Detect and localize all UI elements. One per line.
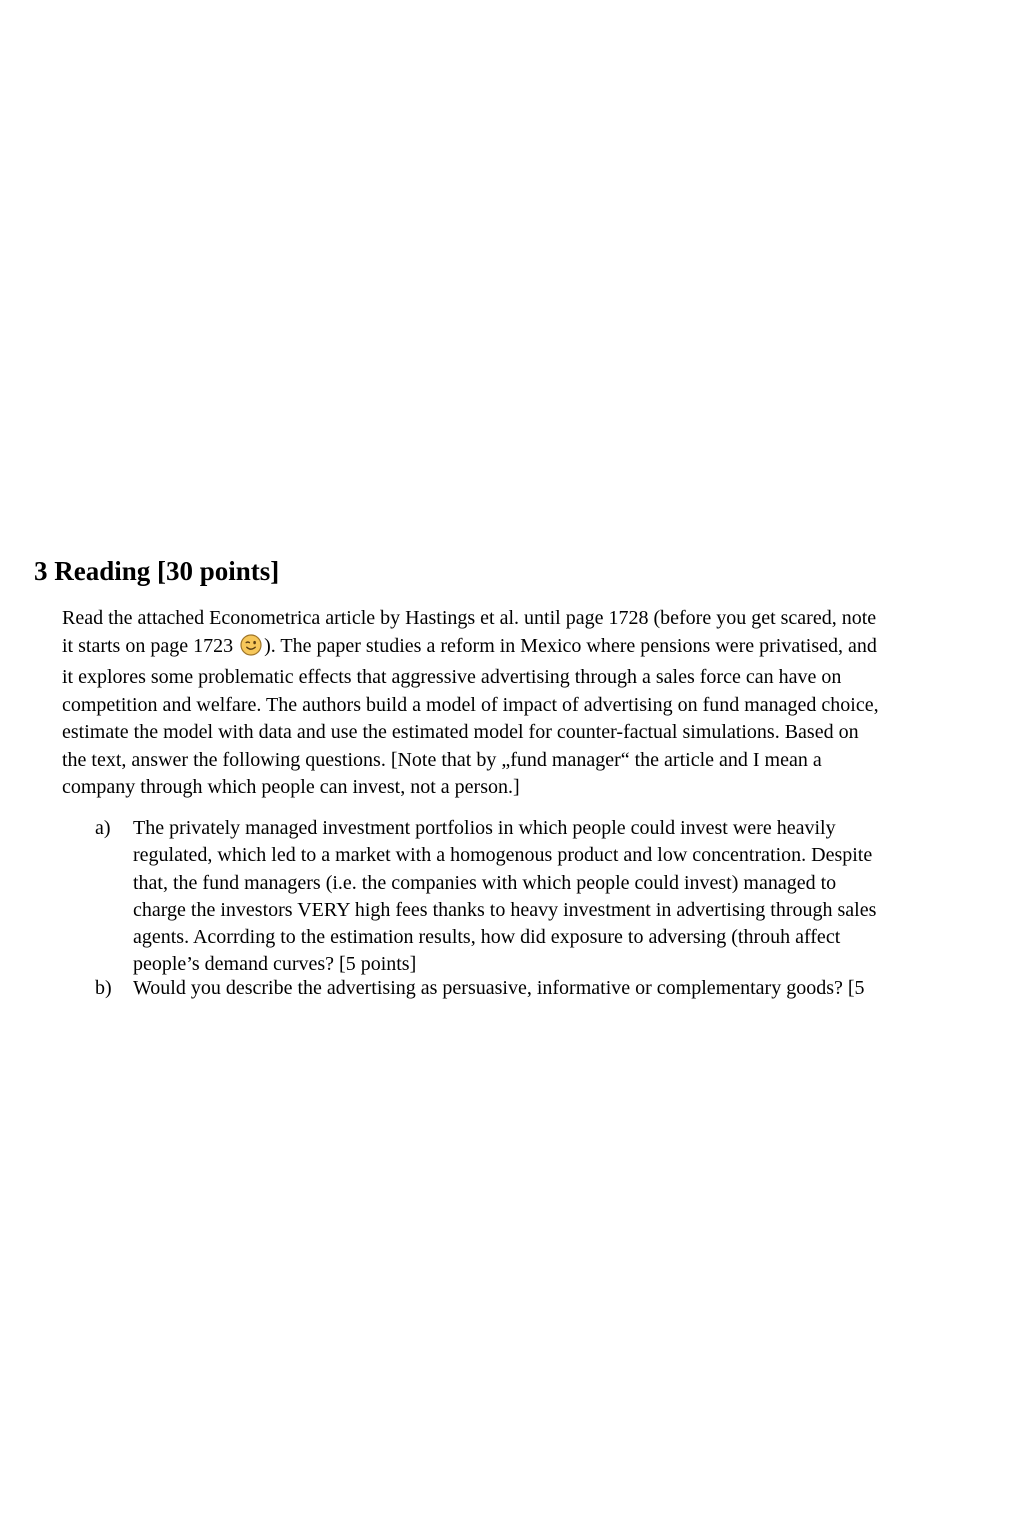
intro-line: company through which people can invest, not a person.] xyxy=(62,776,520,798)
question-text xyxy=(133,815,963,979)
question-line: that, the fund managers (i.e. the companies with which people could invest) managed to xyxy=(133,871,837,894)
question-text-cropped: Would you describe the advertising as persuasive, informative or complementary goods? [5 xyxy=(133,977,865,999)
question-line: The privately managed investment portfolios in which people could invest were heavily xyxy=(133,817,836,839)
intro-line: Read the attached Econometrica article by Hastings et al. until page 1728 (before you get scared, note xyxy=(62,607,877,629)
question-line: regulated, which led to a market with a homogenous product and low concentration. Despite xyxy=(133,844,873,867)
question-marker: a) xyxy=(95,817,111,839)
question-line: people’s demand curves? [5 points] xyxy=(133,953,417,976)
intro-line-with-emoji xyxy=(62,633,962,665)
intro-paragraph xyxy=(62,605,962,802)
intro-line-part: it starts on page 1723 xyxy=(62,634,234,657)
winking-face-icon xyxy=(240,634,262,665)
question-b-cropped xyxy=(95,975,965,999)
question-line: agents. Acorrding to the estimation results, how did exposure to adversing (throuh affect xyxy=(133,926,841,949)
question-marker: b) xyxy=(95,977,112,999)
question-line: charge the investors VERY high fees thanks to heavy investment in advertising through sales xyxy=(133,898,877,921)
intro-line: competition and welfare. The authors build a model of impact of advertising on fund managed choice, xyxy=(62,693,879,716)
intro-line-part: ). The paper studies a reform in Mexico where pensions were privatised, and xyxy=(264,634,877,657)
intro-line: it explores some problematic effects that aggressive advertising through a sales force can have on xyxy=(62,666,842,688)
intro-line: the text, answer the following questions. [Note that by „fund manager“ the article and I mean a xyxy=(62,748,822,771)
intro-line: estimate the model with data and use the estimated model for counter-factual simulations. Based on xyxy=(62,721,859,743)
section-heading: 3 Reading [30 points] xyxy=(34,556,280,586)
